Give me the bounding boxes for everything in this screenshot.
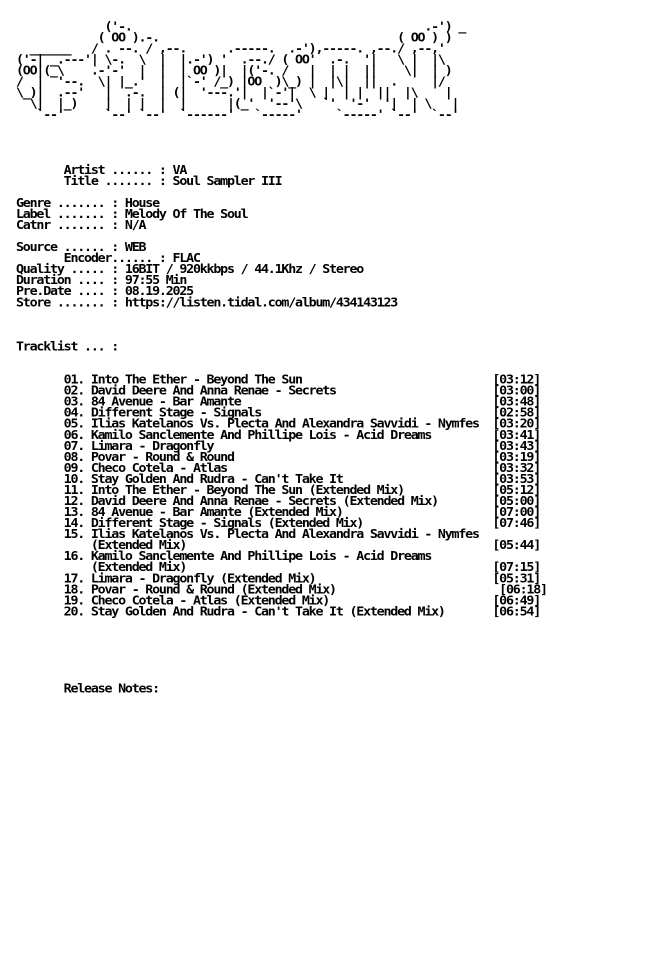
nfo-line: Genre ....... : House [16,196,159,211]
nfo-line: 11. Into The Ether - Beyond The Sun (Extended Mix) [05:12] [16,483,541,498]
nfo-line: Duration .... : 97:55 Min [16,274,187,288]
nfo-line: 03. 84 Avenue - Bar Amante [03:48] [16,395,541,410]
nfo-line: 06. Kamilo Sanclemente And Phillipe Lois - Acid Dreams [03:41] [16,428,541,443]
nfo-line: 05. Ilias Katelanos Vs. Plecta And Alexandra Savvidi - Nymfes [03:20] [16,417,541,432]
nfo-line [16,132,547,143]
nfo-line: 20. Stay Golden And Rudra - Can't Take It (Extended Mix) [06:54] [16,605,541,620]
nfo-line: 01. Into The Ether - Beyond The Sun [03:12] [16,373,541,388]
nfo-line: Encoder...... : FLAC [16,252,200,266]
nfo-line: 15. Ilias Katelanos Vs. Plecta And Alexandra Savvidi - Nymfes [16,528,479,542]
nfo-line: 10. Stay Golden And Rudra - Can't Take It [03:53] [16,472,541,487]
nfo-line [16,662,547,673]
ascii-art-line: ( OO ).-. ( OO ) ) [16,31,452,45]
nfo-line: Label ....... : Melody Of The Soul [16,207,248,222]
nfo-line: Artist ...... : VA [16,163,187,178]
nfo-line: 04. Different Stage - Signals [02:58] [16,406,541,421]
nfo-line [16,651,547,662]
nfo-line [16,121,547,132]
ascii-art-line: / | '--. \| |_.' | |`-' /_) |OO )\_) | |\| || . |/ [16,75,445,90]
nfo-line: (Extended Mix) [05:44] [16,539,541,553]
nfo-line: 19. Checo Cotela - Atlas (Extended Mix) [06:49] [16,594,541,609]
nfo-line: 18. Povar - Round & Round (Extended Mix) [06:18] [16,583,547,597]
nfo-line: Store ....... : https://listen.tidal.com/album/434143123 [16,296,398,310]
nfo-line [16,353,547,364]
nfo-line [16,320,547,331]
nfo-line: Catnr ....... : N/A [16,218,146,233]
nfo-line: Quality ..... : 16BIT / 920kkbps / 44.1Khz / Stereo [16,263,364,277]
nfo-line: (Extended Mix) [07:15] [16,561,541,575]
nfo-text [16,22,547,695]
nfo-line [16,618,547,629]
nfo-line: 09. Checo Cotela - Atlas [03:32] [16,461,541,476]
nfo-line: 17. Limara - Dragonfly (Extended Mix) [05:31] [16,572,541,586]
ascii-art-line: ('-. .-') _ [16,20,466,34]
nfo-line: Tracklist ... : [16,340,119,355]
nfo-line: Pre.Date .... : 08.19.2025 [16,285,193,299]
nfo-line: 13. 84 Avenue - Bar Amante (Extended Mix) [07:00] [16,505,541,520]
nfo-line [16,143,547,154]
nfo-line [16,629,547,640]
ascii-art-line: (OO|(_\ .-'-' | | | OO )| |('-. / | | | || \| | ) [16,64,452,79]
ascii-art-line: ______ / . --. / ,--. .-----. .-'),-----. ,--./ ,--,' [16,42,445,57]
ascii-art-line: `--' `--' `--' `------' `-----' `-----' `--' `--' [16,108,459,123]
nfo-line: Title ....... : Soul Sampler III [16,174,282,189]
nfo-line: 08. Povar - Round & Round [03:19] [16,450,541,465]
nfo-line: Release Notes: [16,682,159,697]
nfo-line: 14. Different Stage - Signals (Extended Mix) [07:46] [16,516,541,531]
ascii-art-line: ('-| _.---'| \-. \ | |.-') ' .--./ ( OO' .-. '| \ | |\ [16,53,445,68]
nfo-line: 07. Limara - Dragonfly [03:43] [16,439,541,454]
nfo-line: 02. David Deere And Anna Renae - Secrets [03:00] [16,384,541,399]
nfo-line [16,309,547,320]
ascii-art-line: \| |_) | | | | | |(_' '--'\ `' '-' '| | \ | [16,97,459,112]
nfo-line: 12. David Deere And Anna Renae - Secrets (Extended Mix) [05:00] [16,494,541,509]
nfo-line [16,640,547,651]
nfo-line: 16. Kamilo Sanclemente And Phillipe Lois - Acid Dreams [16,550,432,564]
ascii-art-line: \_)| .--' | .-. | (| '---.'| |`-'| \ | | | || |\ | [16,86,452,101]
nfo-line: Source ...... : WEB [16,240,146,255]
